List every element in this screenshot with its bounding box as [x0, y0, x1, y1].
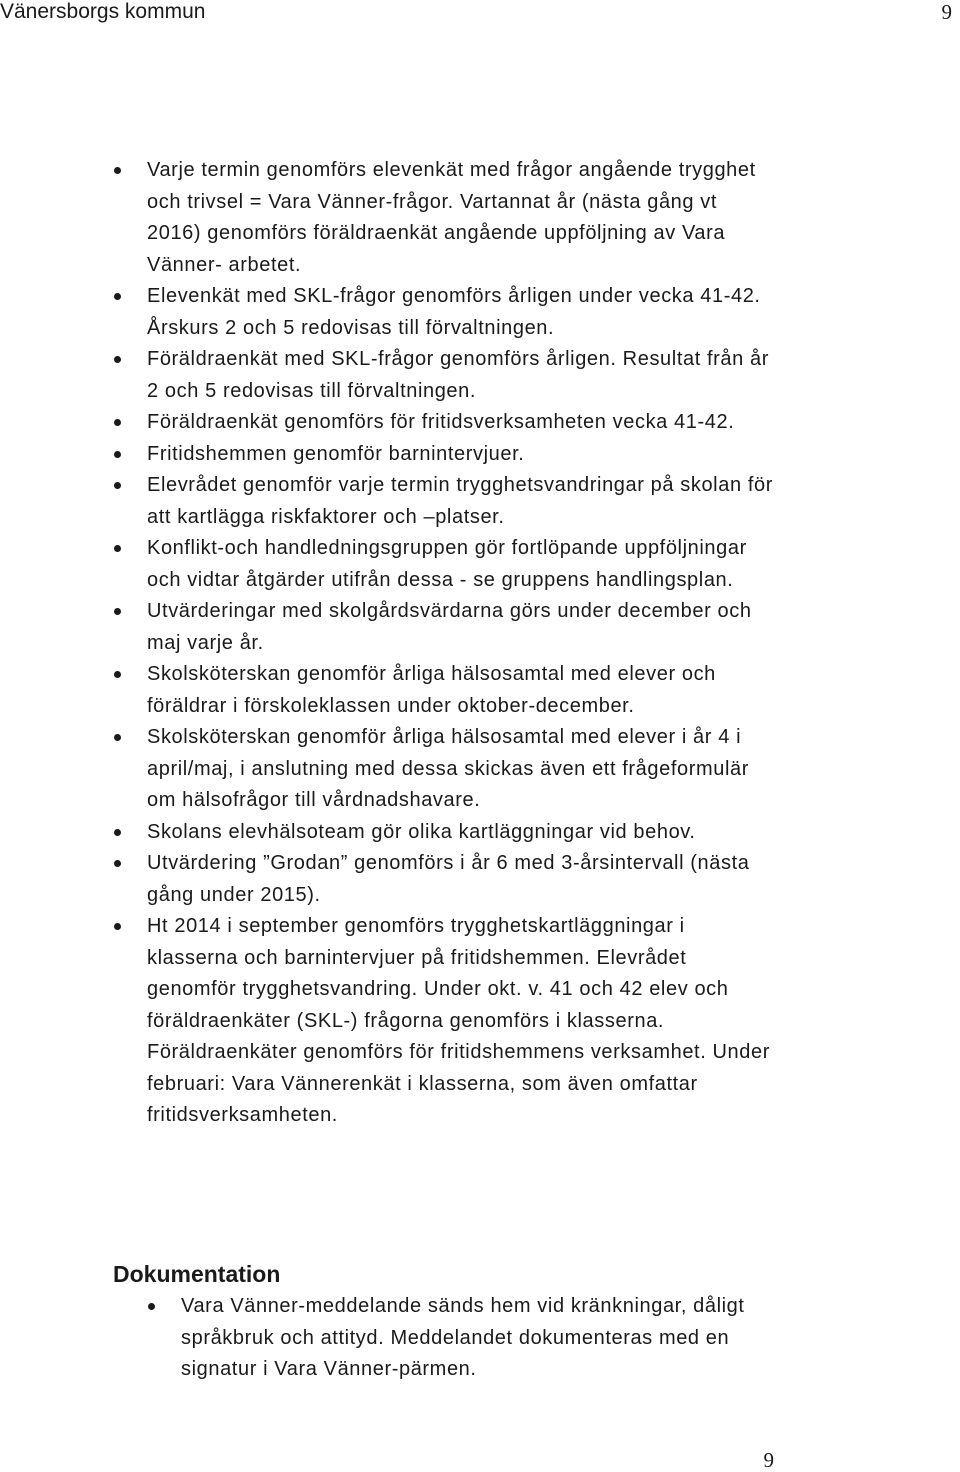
header-page-number: 9	[941, 0, 952, 24]
list-item: Elevenkät med SKL-frågor genomförs årligen under vecka 41-42. Årskurs 2 och 5 redovisas till förvaltningen.	[147, 281, 777, 344]
section-heading-documentation: Dokumentation	[113, 1261, 281, 1287]
documentation-bullet-list	[181, 1291, 781, 1386]
list-item: Föräldraenkät genomförs för fritidsverksamheten vecka 41-42.	[147, 407, 777, 439]
list-item: Ht 2014 i september genomförs trygghetskartläggningar i klasserna och barnintervjuer på fritidshemmen. Elevrådet genomför trygghetsvandring. Under okt. v. 41 och 42 elev och föräldraenkäter (SKL-) frågorna genomförs i klasserna. Föräldraenkäter genomförs för fritidshemmens verksamhet. Under februari: Vara Vännerenkät i klasserna, som även omfattar fritidsverksamheten.	[147, 911, 777, 1132]
list-item: Föräldraenkät med SKL-frågor genomförs årligen. Resultat från år 2 och 5 redovisas till förvaltningen.	[147, 344, 777, 407]
list-item: Skolans elevhälsoteam gör olika kartläggningar vid behov.	[147, 817, 777, 849]
footer-page-number: 9	[763, 1448, 774, 1472]
list-item: Skolsköterskan genomför årliga hälsosamtal med elever och föräldrar i förskoleklassen under oktober-december.	[147, 659, 777, 722]
list-item: Skolsköterskan genomför årliga hälsosamtal med elever i år 4 i april/maj, i anslutning med dessa skickas även ett frågeformulär om hälsofrågor till vårdnadshavare.	[147, 722, 777, 817]
evaluation-bullet-list	[147, 155, 777, 1132]
list-item: Utvärderingar med skolgårdsvärdarna görs under december och maj varje år.	[147, 596, 777, 659]
header-title: Vänersborgs kommun	[0, 0, 206, 23]
list-item: Fritidshemmen genomför barnintervjuer.	[147, 439, 777, 471]
list-item: Varje termin genomförs elevenkät med frågor angående trygghet och trivsel = Vara Vänner-frågor. Vartannat år (nästa gång vt 2016) genomförs föräldraenkät angående uppföljning av Vara Vänner- arbetet.	[147, 155, 777, 281]
list-item: Vara Vänner-meddelande sänds hem vid kränkningar, dåligt språkbruk och attityd. Meddelandet dokumenteras med en signatur i Vara Vänner-pärmen.	[181, 1291, 781, 1386]
list-item: Elevrådet genomför varje termin trygghetsvandringar på skolan för att kartlägga riskfaktorer och –platser.	[147, 470, 777, 533]
list-item: Konflikt-och handledningsgruppen gör fortlöpande uppföljningar och vidtar åtgärder utifrån dessa - se gruppens handlingsplan.	[147, 533, 777, 596]
list-item: Utvärdering ”Grodan” genomförs i år 6 med 3-årsintervall (nästa gång under 2015).	[147, 848, 777, 911]
